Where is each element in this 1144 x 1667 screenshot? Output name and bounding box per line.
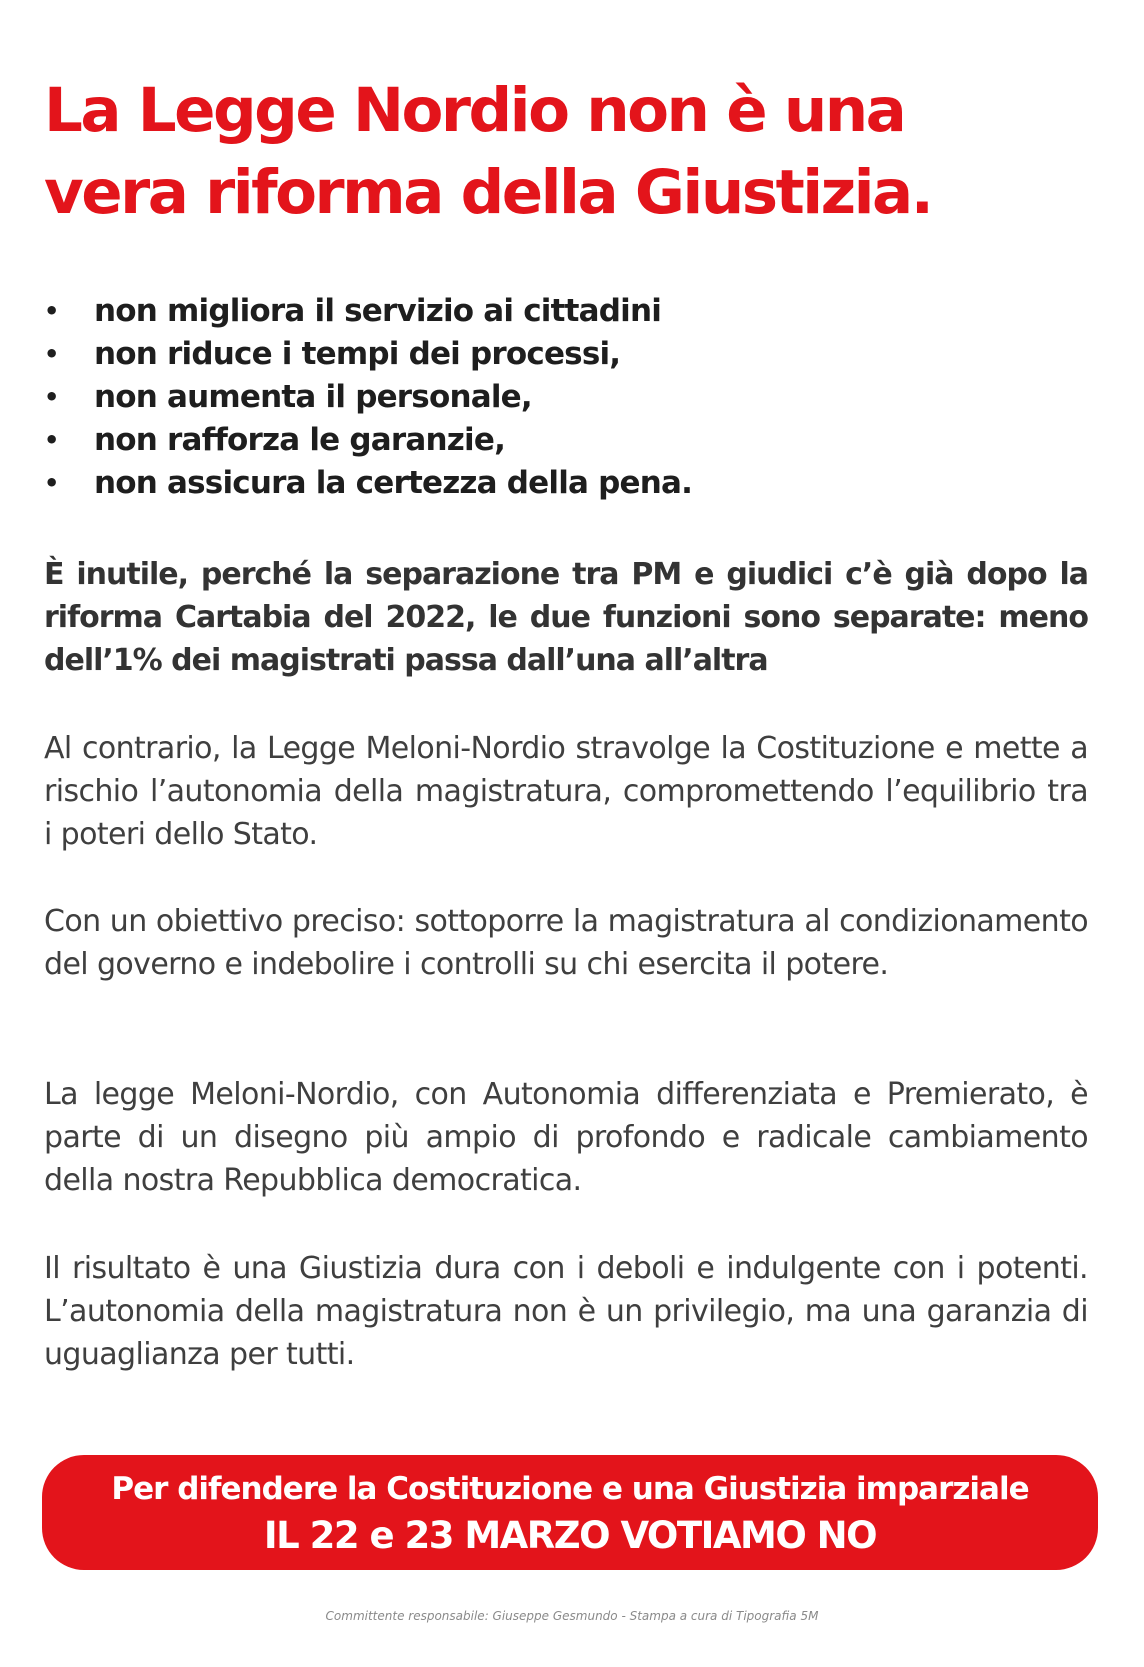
vote-banner	[42, 1455, 1098, 1570]
paragraph-risultato: Il risultato è una Giustizia dura con i deboli e indulgente con i potenti. L’autonomia della magistratura non è un privilegio, ma una garanzia di uguaglianza per tutti.	[44, 1251, 1088, 1372]
footer-credits: Committente responsabile: Giuseppe Gesmundo - Stampa a cura di Tipografia 5M	[325, 1609, 819, 1623]
banner-subtitle: Per difendere la Costituzione e una Giustizia imparziale	[111, 1471, 1029, 1507]
bullet-item: • non migliora il servizio ai cittadini	[44, 290, 692, 333]
paragraph-disegno: La legge Meloni-Nordio, con Autonomia differenziata e Premierato, è parte di un disegno più ampio di profondo e radicale cambiamento della nostra Repubblica democratica.	[44, 1077, 1088, 1198]
headline-line-2: vera riforma della Giustizia.	[44, 157, 932, 228]
paragraph-obiettivo: Con un obiettivo preciso: sottoporre la magistratura al condizionamento del governo e indebolire i controlli su chi esercita il potere.	[44, 904, 1088, 982]
banner-call-to-action: IL 22 e 23 MARZO VOTIAMO NO	[263, 1514, 877, 1557]
paragraph-inutile: È inutile, perché la separazione tra PM e giudici c’è già dopo la riforma Cartabia del 2022, le due funzioni sono separate: meno dell’1% dei magistrati passa dall’una all’altra	[44, 557, 1088, 678]
headline	[44, 70, 1104, 234]
bullet-item: • non aumenta il personale,	[44, 376, 692, 419]
bullet-item: • non assicura la certezza della pena.	[44, 462, 692, 505]
paragraph-al-contrario: Al contrario, la Legge Meloni-Nordio stravolge la Costituzione e mette a rischio l’autonomia della magistratura, compromettendo l’equilibrio tra i poteri dello Stato.	[44, 731, 1088, 852]
bullet-list	[44, 290, 692, 505]
bullet-item: • non riduce i tempi dei processi,	[44, 333, 692, 376]
bullet-item: • non rafforza le garanzie,	[44, 419, 692, 462]
headline-line-1: La Legge Nordio non è una	[44, 75, 905, 146]
